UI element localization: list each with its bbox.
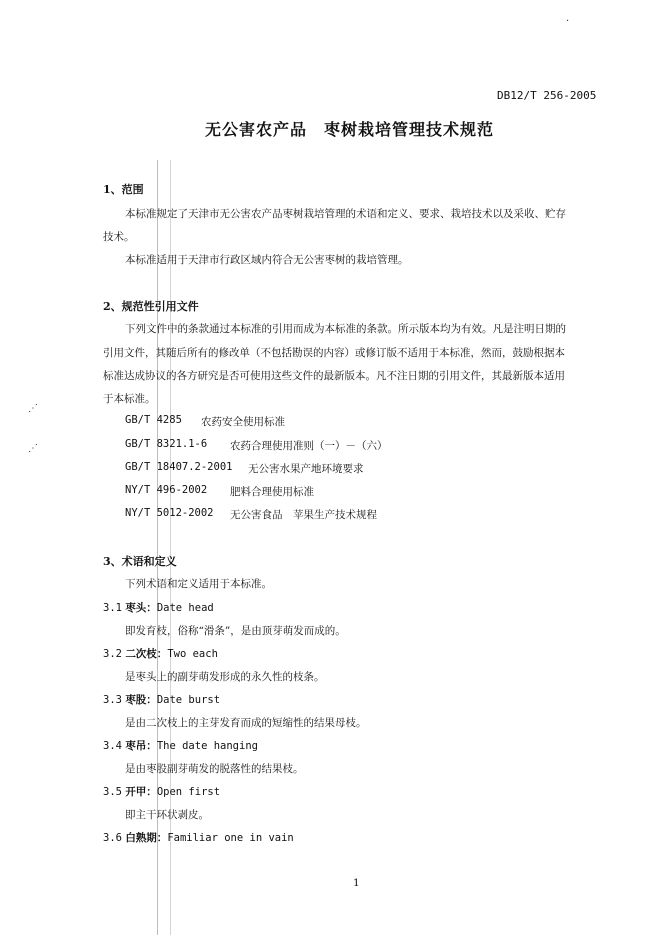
reference-title: 无公害食品 苹果生产技术规程 xyxy=(230,509,377,521)
term-entry xyxy=(103,738,258,753)
reference-title: 无公害水果产地环境要求 xyxy=(248,463,364,475)
section-1-paragraph-line: 技术。 xyxy=(103,231,135,243)
term-definition: 是由枣股副芽萌发的脱落性的结果枝。 xyxy=(125,763,304,775)
term-definition: 即发育枝，俗称“滑条”，是由顶芽萌发而成的。 xyxy=(125,625,346,637)
section-1-heading: 1、范围 xyxy=(103,183,144,196)
term-number: 3.4 xyxy=(103,740,122,752)
term-chinese: 开甲： xyxy=(125,786,157,798)
section-2-heading: 2、规范性引用文件 xyxy=(103,300,199,313)
section-3-heading: 3、术语和定义 xyxy=(103,555,177,568)
term-english: Familiar one in vain xyxy=(167,832,294,844)
term-number: 3.1 xyxy=(103,602,122,614)
scan-artifact-dots: ⋰ xyxy=(28,403,38,414)
term-english: The date hanging xyxy=(156,740,258,752)
scan-artifact-dots: ⋰ xyxy=(28,443,38,454)
term-chinese: 二次枝： xyxy=(125,648,168,660)
term-english: Open first xyxy=(156,786,221,798)
reference-code: NY/T 5012-2002 xyxy=(125,507,214,519)
term-definition: 是枣头上的副芽萌发形成的永久性的枝条。 xyxy=(125,671,325,683)
reference-code: GB/T 4285 xyxy=(125,414,182,426)
reference-title: 农药安全使用标准 xyxy=(201,416,285,428)
term-number: 3.6 xyxy=(103,832,122,844)
section-1-paragraph-line: 本标准规定了天津市无公害农产品枣树栽培管理的术语和定义、要求、栽培技术以及采收、贮存 xyxy=(125,208,566,220)
scan-artifact-dots: · xyxy=(566,16,570,27)
term-entry xyxy=(103,830,294,845)
term-number: 3.5 xyxy=(103,786,122,798)
term-english: Date head xyxy=(156,602,214,614)
reference-title: 肥料合理使用标准 xyxy=(230,486,314,498)
term-chinese: 枣头： xyxy=(125,602,157,614)
section-1-paragraph-line: 本标准适用于天津市行政区域内符合无公害枣树的栽培管理。 xyxy=(125,254,409,266)
section-2-paragraph-line: 于本标准。 xyxy=(103,393,156,405)
term-number: 3.3 xyxy=(103,694,122,706)
term-entry xyxy=(103,600,214,615)
term-chinese: 白熟期： xyxy=(125,832,168,844)
document-code: DB12/T 256-2005 xyxy=(497,89,597,102)
term-chinese: 枣股： xyxy=(125,694,157,706)
term-english: Date burst xyxy=(156,694,221,706)
term-chinese: 枣吊： xyxy=(125,740,157,752)
section-3-intro: 下列术语和定义适用于本标准。 xyxy=(125,578,272,590)
section-2-paragraph-line: 引用文件，其随后所有的修改单（不包括勘误的内容）或修订版不适用于本标准，然而，鼓励根据本 xyxy=(103,347,565,359)
reference-code: NY/T 496-2002 xyxy=(125,484,208,496)
section-2-paragraph-line: 标准达成协议的各方研究是否可使用这些文件的最新版本。凡不注日期的引用文件，其最新版本适用 xyxy=(103,370,565,382)
term-english: Two each xyxy=(167,648,218,660)
reference-code: GB/T 18407.2-2001 xyxy=(125,461,233,473)
term-number: 3.2 xyxy=(103,648,122,660)
term-entry xyxy=(103,646,218,661)
term-definition: 即主干环状剥皮。 xyxy=(125,809,209,821)
term-entry xyxy=(103,692,220,707)
term-definition: 是由二次枝上的主芽发育而成的短缩性的结果母枝。 xyxy=(125,717,367,729)
term-entry xyxy=(103,784,220,799)
document-title: 无公害农产品 枣树栽培管理技术规范 xyxy=(205,120,495,139)
section-2-paragraph-line: 下列文件中的条款通过本标准的引用而成为本标准的条款。所示版本均为有效。凡是注明日期的 xyxy=(125,323,566,335)
reference-code: GB/T 8321.1-6 xyxy=(125,438,208,450)
page-number: 1 xyxy=(353,877,360,889)
reference-title: 农药合理使用准则（一）－（六） xyxy=(230,440,388,452)
